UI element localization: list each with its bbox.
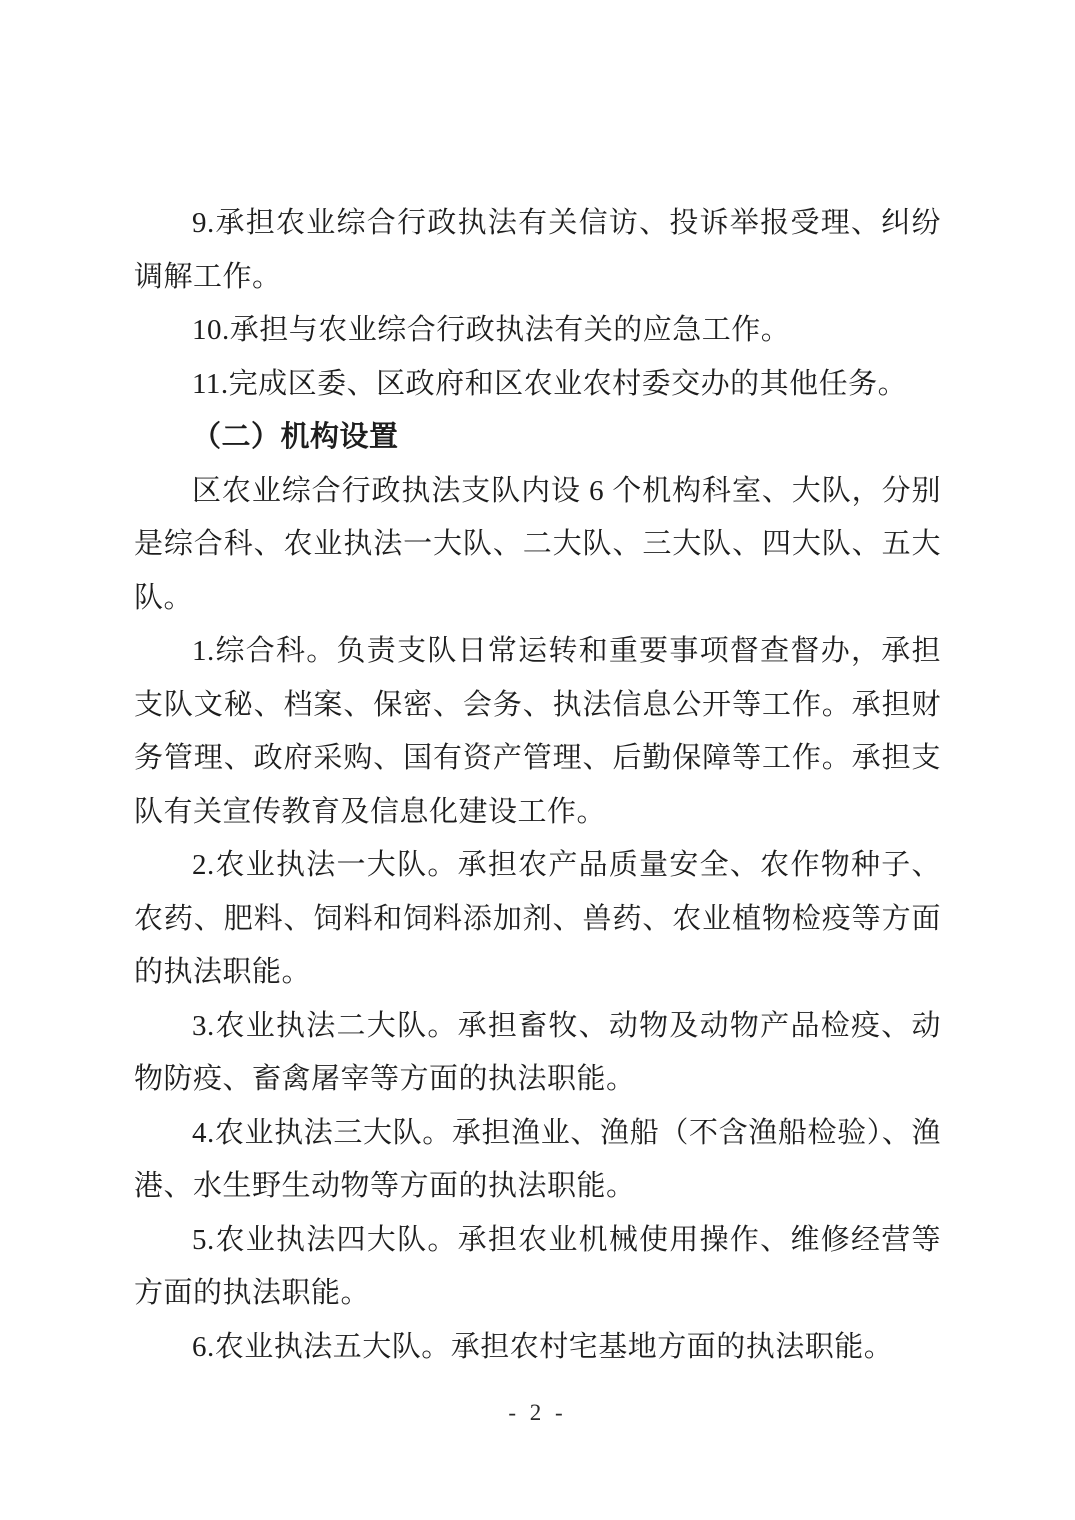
paragraph-item-10: 10.承担与农业综合行政执法有关的应急工作。 bbox=[192, 314, 791, 346]
paragraph-item-11: 11.完成区委、区政府和区农业农村委交办的其他任务。 bbox=[192, 367, 908, 400]
paragraph-dept-brigade-2: 3.农业执法二大队。承担畜牧、动物及动物产品检疫、动物防疫、畜禽屠宰等方面的执法职能。 bbox=[134, 1009, 941, 1095]
paragraph-dept-general-office: 1.综合科。负责支队日常运转和重要事项督查督办，承担支队文秘、档案、保密、会务、执法信息公开等工作。承担财务管理、政府采购、国有资产管理、后勤保障等工作。承担支队有关宣传教育及信息化建设工作。 bbox=[134, 635, 941, 828]
paragraph-dept-brigade-4: 5.农业执法四大队。承担农业机械使用操作、维修经营等方面的执法职能。 bbox=[134, 1223, 941, 1309]
document-body bbox=[134, 197, 941, 1374]
paragraph-dept-brigade-5: 6.农业执法五大队。承担农村宅基地方面的执法职能。 bbox=[192, 1330, 894, 1363]
paragraph-org-overview: 区农业综合行政执法支队内设 6 个机构科室、大队，分别是综合科、农业执法一大队、二大队、三大队、四大队、五大队。 bbox=[134, 474, 941, 614]
section-heading-org-setup: （二）机构设置 bbox=[192, 421, 399, 453]
paragraph-item-9: 9.承担农业综合行政执法有关信访、投诉举报受理、纠纷调解工作。 bbox=[134, 207, 941, 293]
paragraph-dept-brigade-3: 4.农业执法三大队。承担渔业、渔船（不含渔船检验）、渔港、水生野生动物等方面的执法职能。 bbox=[134, 1116, 941, 1202]
page-number: - 2 - bbox=[508, 1400, 567, 1425]
paragraph-dept-brigade-1: 2.农业执法一大队。承担农产品质量安全、农作物种子、农药、肥料、饲料和饲料添加剂、兽药、农业植物检疫等方面的执法职能。 bbox=[134, 849, 941, 988]
